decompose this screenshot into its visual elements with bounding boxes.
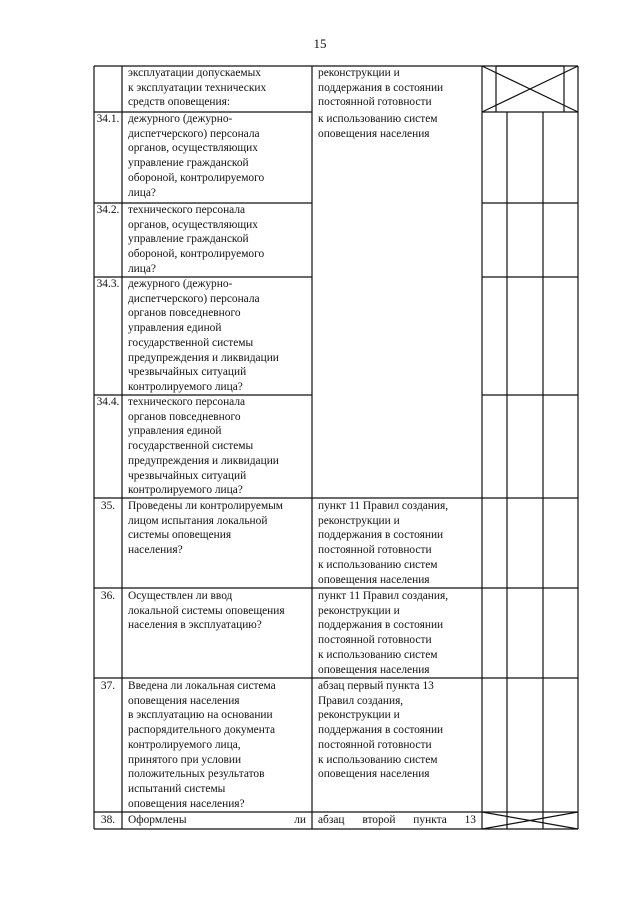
row-34-3-number: 34.3. xyxy=(96,278,120,290)
row-36-reference: пункт 11 Правил создания, реконструкции и поддержания в состоянии постоянной готовности к использованию систем оповещения населения xyxy=(318,590,449,676)
row-34-1-question: дежурного (дежурно- диспетчерского) персонала органов, осуществляющих управление гражданской обороной, контролируемого лица? xyxy=(128,113,265,199)
row-38-question: Оформлены ли xyxy=(128,814,306,826)
row-36-question: Осуществлен ли ввод локальной системы оповещения населения в эксплуатацию? xyxy=(128,590,285,632)
row-34-3-question: дежурного (дежурно- диспетчерского) персонала органов повседневного управления единой государственной системы предупреждения и ликвидации чрезвычайных ситуаций контролируемого лица? xyxy=(128,278,279,393)
row-0-reference: реконструкции и поддержания в состоянии постоянной готовности xyxy=(318,67,444,109)
row-36-number: 36. xyxy=(100,590,116,602)
row-38-reference: абзац второй пункта 13 xyxy=(318,814,476,826)
page-number: 15 xyxy=(313,36,327,51)
row-34-2-number: 34.2. xyxy=(96,204,120,216)
row-34-4-question: технического персонала органов повседневного управления единой государственной системы предупреждения и ликвидации чрезвычайных ситуаций контролируемого лица? xyxy=(128,396,279,497)
row-34-1-number: 34.1. xyxy=(96,113,120,125)
row-37-number: 37. xyxy=(100,680,116,692)
row-37-question: Введена ли локальная система оповещения населения в эксплуатацию на основании распорядительного документа контролируемого лица, принятого при условии положительных результатов испытаний системы оповещения населения? xyxy=(128,680,276,810)
row-34-1-reference: к использованию систем оповещения населения xyxy=(318,113,438,140)
row-37-reference: абзац первый пункта 13 Правил создания, реконструкции и поддержания в состоянии постоянной готовности к использованию систем оповещения населения xyxy=(318,680,444,781)
row-35-reference: пункт 11 Правил создания, реконструкции и поддержания в состоянии постоянной готовности к использованию систем оповещения населения xyxy=(318,500,449,586)
row-34-4-number: 34.4. xyxy=(96,396,120,408)
row-0-question: эксплуатации допускаемых к эксплуатации технических средств оповещения: xyxy=(128,67,267,109)
row-34-2-question: технического персонала органов, осуществляющих управление гражданской обороной, контролируемого лица? xyxy=(128,204,265,275)
row-38-number: 38. xyxy=(100,814,116,826)
row-35-number: 35. xyxy=(100,500,116,512)
row-35-question: Проведены ли контролируемым лицом испытания локальной системы оповещения населения? xyxy=(128,500,284,557)
